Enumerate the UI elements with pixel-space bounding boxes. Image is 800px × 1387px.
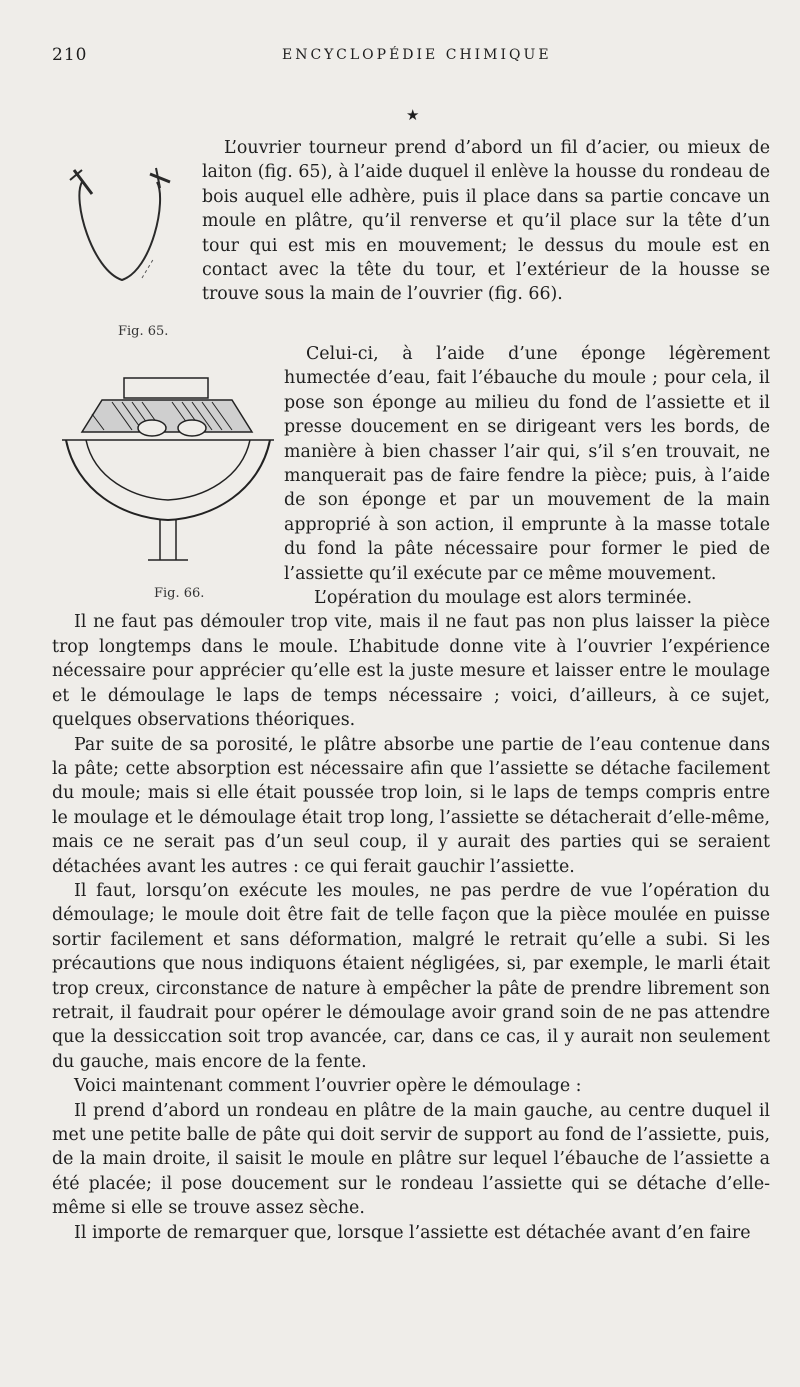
paragraph-7: [52, 1074, 770, 1098]
paragraph-4-text: Il ne faut pas démouler trop vite, mais il ne faut pas non plus laisser la pièce trop longtemps dans le moule. L’habitude donne vite à l’ouvrier l’expérience nécessaire pour apprécier qu’elle est la juste mesure et laisser entre le moulage et le démoulage le laps de temps nécessaire ; voici, d’ailleurs, à ce sujet, quelques observations théoriques.: [52, 612, 770, 731]
paragraph-4: [52, 610, 770, 732]
paragraph-6: [52, 879, 770, 1074]
figure-66: [52, 370, 284, 600]
paragraph-1: [52, 136, 770, 339]
mold-wire-tool-icon: [52, 160, 192, 320]
section-ornament: ★: [406, 106, 420, 124]
paragraph-5-text: Par suite de sa porosité, le plâtre absorbe une partie de l’eau contenue dans la pâte; cette absorption est nécessaire afin que l’assiette se détache facilement du moule; mais si elle était poussée trop loin, si le laps de temps compris entre le moulage et le démoulage était trop long, l’assiette se détacherait d’elle-même, mais ce ne serait pas d’un seul coup, il y aurait des parties qui se seraient détachées avant les autres : ce qui ferait gauchir l’assiette.: [52, 734, 770, 877]
plate-mold-on-wheel-icon: [52, 370, 284, 580]
paragraph-5: [52, 733, 770, 879]
paragraph-2-text: Celui-ci, à l’aide d’une éponge légèrement humectée d’eau, fait l’ébauche du moule ; pour cela, il pose son éponge au milieu du fond de l’assiette et il presse doucement en se dirigeant vers les bords, de manière à bien chasser l’air qui, s’il s’en trouvait, ne manquerait pas de faire fendre la pièce; puis, à l’aide de son éponge et par un mouvement de la main approprié à son action, il emprunte à la masse totale du fond la pâte nécessaire pour former le pied de l’assiette qu’il exécute par ce même mouvement.: [284, 344, 770, 584]
paragraph-7-text: Voici maintenant comment l’ouvrier opère le démoulage :: [74, 1076, 582, 1097]
figure-66-caption: Fig. 66.: [154, 586, 205, 601]
paragraph-1-text: L’ouvrier tourneur prend d’abord un fil d’acier, ou mieux de laiton (fig. 65), à l’aide duquel il enlève la housse du rondeau de bois auquel elle adhère, puis il place dans sa partie concave un moule en plâtre, qu’il renverse et qu’il place sur la tête d’un tour qui est mis en mouvement; le dessus du moule est en contact avec la tête du tour, et l’extérieur de la housse se trouve sous la main de l’ouvrier (fig. 66).: [202, 138, 770, 305]
body-text: [52, 136, 770, 1245]
paragraph-6-text: Il faut, lorsqu’on exécute les moules, ne pas perdre de vue l’opération du démoulage; le moule doit être fait de telle façon que la pièce moulée en puisse sortir facilement et sans déformation, malgré le retrait qu’elle a subi. Si les précautions que nous indiquons étaient négligées, si, par exemple, le marli était trop creux, circonstance de nature à empêcher la pâte de prendre librement son retrait, il faudrait pour opérer le démoulage avoir grand soin de ne pas attendre que la dessiccation soit trop avancée, car, dans ce cas, il y aurait non seulement du gauche, mais encore de la fente.: [52, 880, 770, 1072]
figure-65-caption: Fig. 65.: [118, 324, 169, 339]
paragraph-9-text: Il importe de remarquer que, lorsque l’assiette est détachée avant d’en faire: [74, 1222, 751, 1243]
running-title: ENCYCLOPÉDIE CHIMIQUE: [282, 47, 552, 63]
page-header: [52, 45, 770, 71]
figure-65: [52, 160, 202, 342]
paragraph-3-text: L’opération du moulage est alors terminée.: [314, 588, 692, 609]
page-number: 210: [52, 45, 88, 65]
paragraph-9: [52, 1221, 770, 1245]
paragraph-8: [52, 1099, 770, 1221]
paragraph-8-text: Il prend d’abord un rondeau en plâtre de la main gauche, au centre duquel il met une petite balle de pâte qui doit servir de support au fond de l’assiette, puis, de la main droite, il saisit le moule en plâtre sur lequel l’ébauche de l’assiette a été placée; il pose doucement sur le rondeau l’assiette qui se détache d’elle-même si elle se trouve assez sèche.: [52, 1100, 770, 1219]
